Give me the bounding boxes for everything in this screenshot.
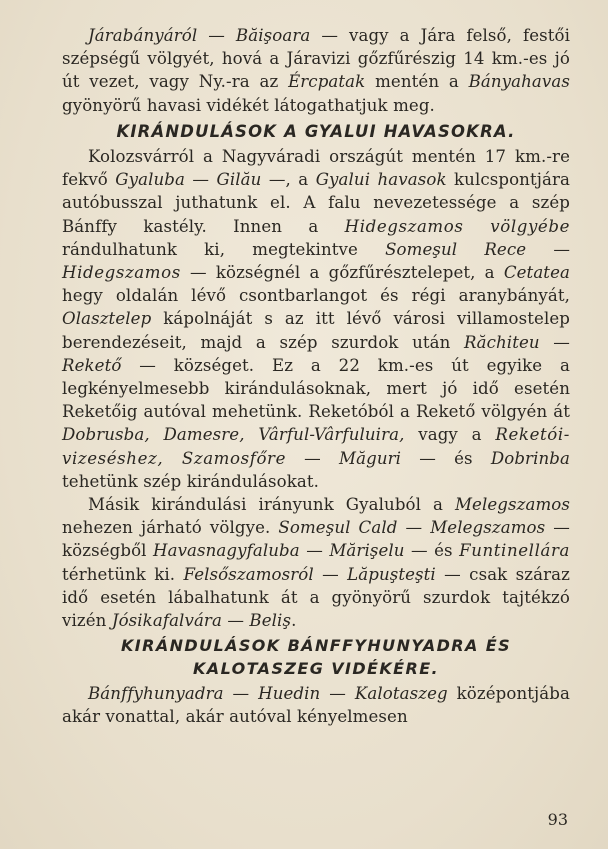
text-run: térhetünk ki.	[62, 564, 184, 584]
section-heading-banffyhunyad	[62, 634, 570, 680]
text-run: — vagy a Jára felső, festői szépségű völgyét, hová a Járavizi gőzfűrészig 14 km.-es jó út vezet, vagy Ny.-ra az	[62, 26, 570, 92]
paragraph-gyalu	[62, 145, 570, 493]
place-name: Melegszamos	[430, 518, 546, 538]
place-name: Băişoara	[235, 26, 311, 45]
section-heading-line: KIRÁNDULÁSOK BÁNFFYHUNYADRA ÉS	[120, 636, 512, 656]
text-run: —	[197, 26, 236, 45]
place-name: Bánffyhunyadra	[88, 684, 224, 704]
page-number: 93	[547, 810, 568, 829]
place-name: Havasnagyfaluba	[153, 541, 300, 561]
text-run: Kolozsvárról a Nagyváradi országút mentén 17 km.-re fekvő	[62, 147, 570, 190]
place-name: Dobrusba, Damesre, Vârful-Vârfuluira,	[62, 425, 405, 445]
text-run: —	[299, 541, 330, 561]
paragraph-melegszamos	[62, 493, 570, 632]
text-run: gyönyörű havasi vidékét látogathatjuk meg.	[62, 95, 435, 115]
text-run: .	[291, 611, 297, 631]
text-run: kulcspontjára autóbusszal juthatunk el. A falu nevezetessége a szép Bánffy kastély. Innen a	[62, 170, 570, 236]
paragraph-banffyhunyad	[62, 682, 570, 728]
place-name: Melegszamos	[454, 495, 570, 515]
place-name: Kalotaszeg	[354, 684, 448, 704]
text-run: —	[320, 684, 355, 704]
place-name: Hidegszamos völgyébe	[344, 216, 570, 236]
place-name: Ércpatak	[288, 72, 366, 92]
text-run: mentén a	[365, 72, 469, 92]
place-name: Mărişelu	[329, 541, 405, 561]
page-body-text	[62, 24, 570, 729]
text-run: —	[313, 564, 348, 584]
place-name: Bányahavas	[468, 72, 570, 92]
text-run: középontjába akár vonattal, akár autóval kényelmesen	[62, 684, 570, 727]
section-heading-line: KALOTASZEG VIDÉKÉRE.	[192, 659, 440, 679]
text-run: — és	[404, 541, 460, 561]
place-name: Someşul Rece	[385, 239, 527, 259]
place-name: Felsőszamosról	[183, 564, 314, 584]
place-name: Dobrinba	[490, 448, 570, 468]
text-run: —	[286, 448, 340, 468]
place-name: Olasztelep	[62, 309, 152, 329]
place-name: Hidegszamos	[62, 263, 181, 283]
text-run: — és	[401, 448, 491, 468]
place-name: Beliş	[249, 611, 292, 631]
place-name: Járabányáról	[88, 26, 198, 45]
text-run: —	[397, 518, 431, 538]
place-name: Huedin	[258, 684, 321, 704]
place-name: Gyaluba	[115, 170, 186, 190]
paragraph-jarabanya	[62, 24, 570, 117]
place-name: Lăpuşteşti	[347, 564, 436, 584]
text-run: —	[539, 332, 570, 352]
text-run: — községet. Ez a 22 km.-es út egyike a legkényelmesebb kirándulásoknak, mert jó idő esetén Reketőig autóval mehetünk. Reketóból a Rekető völgyén át	[62, 355, 570, 422]
place-name: Rekető	[62, 355, 122, 375]
text-run: —	[223, 684, 259, 704]
text-run: —	[526, 239, 571, 259]
text-run: —	[185, 170, 217, 190]
text-run: —, a	[261, 170, 316, 190]
place-name: Funtinellára	[459, 541, 570, 561]
text-run: —	[221, 611, 250, 631]
text-run: — csak száraz idő esetén lábalhatunk át a gyönyörű szurdok tajtékzó vizén	[62, 564, 570, 631]
text-run: hegy oldalán lévő csontbarlangot és régi aranybányát,	[62, 286, 570, 306]
place-name: Gyalui havasok	[315, 170, 447, 190]
text-run: kápolnáját s az itt lévő városi villamostelep berendezéseit, majd a szép szurdok után	[62, 309, 570, 352]
text-run: tehetünk szép kirándulásokat.	[62, 471, 320, 491]
place-name: Răchiteu	[464, 332, 540, 352]
text-run: nehezen járható völgye.	[62, 518, 279, 538]
text-run: — községből	[62, 518, 570, 561]
text-run: rándulhatunk ki, megtekintve	[62, 239, 386, 259]
place-name: Jósikafalvára	[111, 611, 222, 631]
place-name: Cetatea	[503, 263, 570, 283]
place-name: Someşul Cald	[278, 518, 398, 538]
text-run: vagy a	[404, 425, 496, 445]
place-name: Gilău	[216, 170, 262, 190]
text-run: Másik kirándulási irányunk Gyaluból a	[88, 495, 455, 515]
text-run: — községnél a gőzfűrésztelepet, a	[180, 263, 504, 283]
place-name: Reketói-vizeséshez, Szamosfőre	[62, 425, 570, 468]
section-heading-gyalui-havasok: KIRÁNDULÁSOK A GYALUI HAVASOKRA.	[116, 121, 516, 141]
place-name: Măguri	[339, 448, 402, 468]
